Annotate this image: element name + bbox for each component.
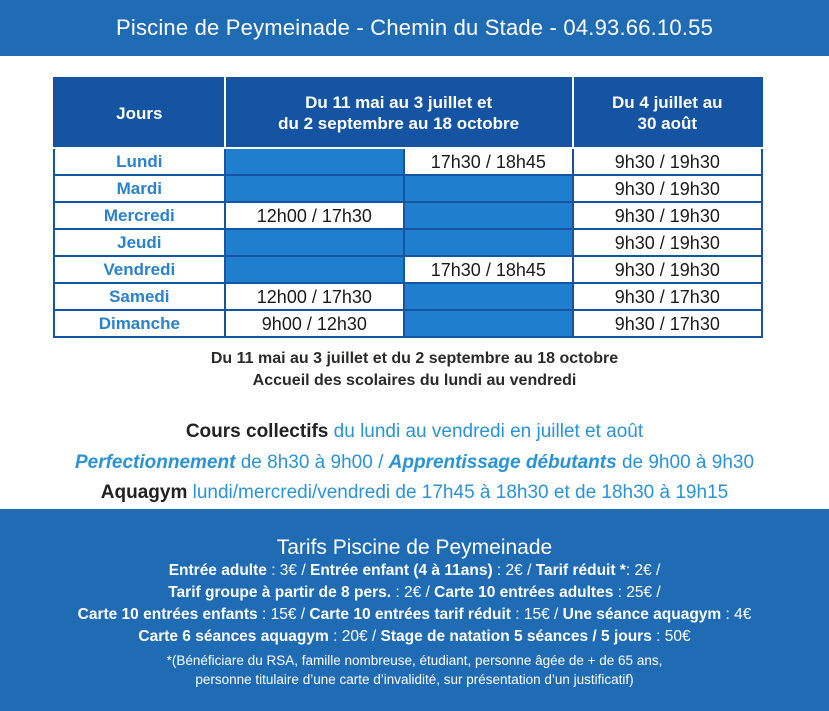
- cours-text: du lundi au vendredi en juillet et août: [328, 421, 644, 442]
- day-cell: Mardi: [54, 175, 225, 202]
- time-cell: 17h30 / 18h45: [404, 256, 573, 283]
- time-cell: 9h00 / 12h30: [225, 310, 404, 337]
- closed-cell: [225, 256, 404, 283]
- header-period2: Du 4 juillet au 30 août: [573, 78, 762, 148]
- tarif-price: : 20€ /: [328, 628, 381, 645]
- tarif-price: : 4€: [721, 606, 752, 623]
- time-cell: 9h30 / 19h30: [573, 229, 762, 256]
- tarif-price: : 2€ /: [391, 584, 435, 601]
- day-cell: Lundi: [54, 148, 225, 175]
- time-cell: 9h30 / 19h30: [573, 175, 762, 202]
- perf-text: de 8h30 à 9h00 /: [235, 452, 389, 473]
- table-row: [54, 175, 762, 202]
- header-day: Jours: [54, 78, 225, 148]
- tarif-price: : 15€ /: [510, 606, 563, 623]
- tarif-label: Tarif réduit *: [535, 562, 626, 579]
- tarif-price: : 15€ /: [257, 606, 310, 623]
- tarifs-footnote: [0, 651, 829, 689]
- closed-cell: [404, 202, 573, 229]
- tarif-price: : 25€ /: [613, 584, 661, 601]
- appr-label: Apprentissage débutants: [388, 452, 617, 473]
- footnote-line-1: *(Bénéficiare du RSA, famille nombreuse, étudiant, personne âgée de + de 65 ans,: [166, 653, 663, 668]
- table-row: [54, 148, 762, 175]
- closed-cell: [225, 175, 404, 202]
- time-cell: 17h30 / 18h45: [404, 148, 573, 175]
- table-row: [54, 202, 762, 229]
- appr-text: de 9h00 à 9h30: [616, 452, 755, 473]
- closed-cell: [404, 283, 573, 310]
- perf-label: Perfectionnement: [74, 452, 236, 473]
- tarif-label: Une séance aquagym: [562, 606, 722, 623]
- time-cell: 12h00 / 17h30: [225, 283, 404, 310]
- tarif-label: Carte 10 entrées tarif réduit: [309, 606, 511, 623]
- footnote-line-2: personne titulaire d’une carte d’invalidité, sur présentation d’un justificatif): [195, 672, 634, 687]
- time-cell: 9h30 / 17h30: [573, 283, 762, 310]
- tarif-label: Carte 10 entrées adultes: [434, 584, 614, 601]
- tarif-label: Stage de natation 5 séances / 5 jours: [380, 628, 652, 645]
- day-cell: Jeudi: [54, 229, 225, 256]
- tarif-label: Entrée enfant (4 à 11ans): [309, 562, 493, 579]
- day-cell: Mercredi: [54, 202, 225, 229]
- school-note-text: Accueil des scolaires du lundi au vendredi: [252, 372, 577, 389]
- tarifs-row-4: [0, 626, 829, 648]
- closed-cell: [404, 175, 573, 202]
- aqua-label: Aquagym: [100, 482, 188, 503]
- tarif-price: : 2€ /: [625, 562, 661, 579]
- table-row: [54, 310, 762, 337]
- tarifs-title: Tarifs Piscine de Peymeinade: [276, 536, 553, 559]
- table-row: [54, 256, 762, 283]
- tarifs-row-1: [0, 560, 829, 582]
- lessons-line: [0, 452, 829, 474]
- time-cell: 9h30 / 17h30: [573, 310, 762, 337]
- tarif-price: : 2€ /: [492, 562, 536, 579]
- table-row: [54, 229, 762, 256]
- schedule-table: [53, 77, 763, 338]
- tarif-label: Tarif groupe à partir de 8 pers.: [168, 584, 392, 601]
- tarif-label: Carte 10 entrées enfants: [77, 606, 258, 623]
- tarifs-panel: [0, 509, 829, 711]
- time-cell: 9h30 / 19h30: [573, 148, 762, 175]
- closed-cell: [404, 310, 573, 337]
- time-cell: 9h30 / 19h30: [573, 256, 762, 283]
- day-cell: Samedi: [54, 283, 225, 310]
- table-row: [54, 283, 762, 310]
- day-cell: Vendredi: [54, 256, 225, 283]
- courses-line: [0, 421, 829, 443]
- cours-label: Cours collectifs: [185, 421, 329, 442]
- closed-cell: [225, 148, 404, 175]
- time-cell: 9h30 / 19h30: [573, 202, 762, 229]
- day-cell: Dimanche: [54, 310, 225, 337]
- tarif-price: : 50€: [651, 628, 691, 645]
- header-title: Piscine de Peymeinade - Chemin du Stade - 04.93.66.10.55: [115, 15, 713, 40]
- tarif-label: Entrée adulte: [168, 562, 267, 579]
- closed-cell: [225, 229, 404, 256]
- header-period1: Du 11 mai au 3 juillet et du 2 septembre au 18 octobre: [225, 78, 573, 148]
- table-header-row: [54, 78, 762, 148]
- tarif-price: : 3€ /: [266, 562, 310, 579]
- aquagym-line: [0, 482, 829, 504]
- tarifs-row-2: [0, 582, 829, 604]
- closed-cell: [404, 229, 573, 256]
- schedule-body: [54, 148, 762, 337]
- time-cell: 12h00 / 17h30: [225, 202, 404, 229]
- tarif-label: Carte 6 séances aquagym: [138, 628, 329, 645]
- tarifs-row-3: [0, 604, 829, 626]
- page-header: [0, 0, 829, 56]
- aqua-text: lundi/mercredi/vendredi de 17h45 à 18h30 et de 18h30 à 19h15: [187, 482, 729, 503]
- school-note-period: Du 11 mai au 3 juillet et du 2 septembre au 18 octobre: [210, 350, 619, 367]
